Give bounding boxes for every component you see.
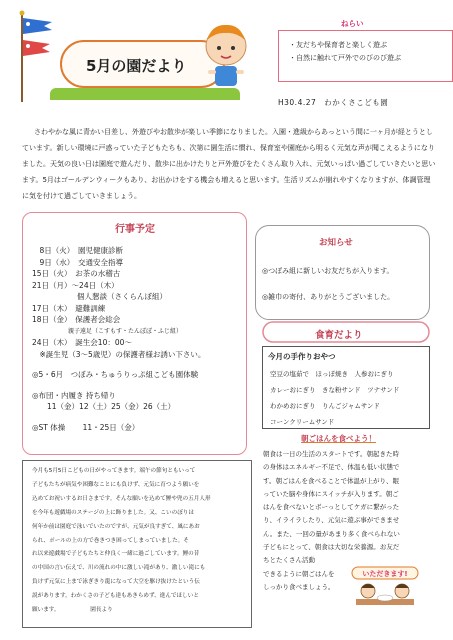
principal-line: 何年か前は園庭で泳いでいたのですが、元気が良すぎて、風にあお — [32, 523, 200, 530]
header — [0, 0, 453, 130]
principal-line: れ以来遊戯場で子どもたちと仲良く一緒に過ごしています。鯉の昔 — [32, 551, 200, 558]
itadakimasu-illustration-icon — [350, 565, 420, 610]
breakfast-line: しっかり食べましょう。 — [263, 582, 335, 591]
breakfast-line: ん。また、一回の量があまり多く食べられない — [263, 529, 400, 538]
schedule-event: ◎ST 体操 11・25日（金） — [32, 422, 140, 432]
principal-line: 願います。 園長より — [32, 607, 113, 614]
itadakimasu-label: いただきます! — [362, 570, 408, 578]
notice-item: ◎雑巾の寄付、ありがとうございました。 — [262, 293, 395, 301]
principal-line: 今月も5月5日こどもの日がやってきます。端午の節句ともいって — [32, 468, 196, 474]
aims-list — [279, 31, 452, 65]
snack-menu-title: 今月の手作りおやつ — [268, 352, 336, 361]
schedule-row: 18日（金） 保護者会総会 — [32, 315, 121, 324]
schedule-event: ◎5・6月 つぼみ・ちゅうりっぷ組こども園体験 — [32, 370, 199, 379]
schedule-row: 24日（木） 誕生会10：00～ — [32, 338, 132, 347]
schedule-event: 11（金）12（土）25（金）26（土） — [32, 402, 176, 411]
principal-line: 負けず元気に上まで泳ぎきり龍になって大空を駆け抜けたという伝 — [32, 579, 200, 586]
breakfast-line: り、イライラしたり、元気に遊ぶ事ができませ — [263, 516, 400, 525]
breakfast-line: ちとたくさん活動 — [263, 556, 315, 565]
principal-line: 子どもたちが病気や困難なことにも負けず、元気に育つよう願いを — [32, 481, 200, 488]
schedule-row: 個人懇談（さくらんぼ組） — [32, 292, 167, 301]
breakfast-line: の身体はエネルギー不足で、体温も低い状態で — [263, 463, 400, 472]
aims-item: ・自然に触れて戸外でのびのび遊ぶ — [289, 54, 401, 62]
dateline: H30.4.27 わかくさこども園 — [278, 98, 389, 107]
principal-message-box — [22, 460, 252, 628]
schedule-box — [22, 212, 247, 455]
schedule-row: 8日（火） 園児健康診断 — [32, 246, 124, 255]
notice-item: ◎つぼみ組に新しいお友だちが入ります。 — [262, 267, 394, 275]
snack-menu-row: コーンクリームサンド — [270, 418, 335, 426]
schedule-row: 15日（火） お茶の水稽古 — [32, 269, 121, 278]
schedule-title: 行事予定 — [115, 224, 155, 235]
breakfast-title: 朝ごはんを食べよう！ — [301, 434, 376, 443]
principal-line: を今年も遊戯場のステージの上に飾りました。又、こいのぼりは — [32, 509, 194, 516]
breakfast-line: できるように朝ごはんを — [263, 569, 335, 578]
principal-line: られ、ポールの上の方で巻きつき困ってしまっていました。そ — [32, 537, 189, 544]
schedule-row: 21日（月）～24日（木） — [32, 280, 119, 290]
schedule-row: ※誕生児（3～5歳児）の保護者様お誘い下さい。 — [32, 349, 206, 359]
principal-line: 込めてお祝いするお日さまです。そんな願いを込めて鯉や兜の五月人形 — [32, 495, 211, 502]
page-title: 5月の園だより — [86, 57, 187, 75]
schedule-event: ◎布団・内履き 持ち帰り — [32, 390, 116, 400]
principal-message — [32, 465, 246, 618]
breakfast-line: 朝食は一日の生活のスタートです。朝起きた時 — [263, 450, 399, 458]
notice-title: お知らせ — [319, 238, 353, 248]
schedule-row: 17日（木） 避難訓練 — [32, 303, 106, 313]
principal-line: の中国の言い伝えで、川の流れの中に激しい滝があり、激しい滝にも — [32, 565, 206, 572]
breakfast-line: っていた脳や身体にスイッチが入ります。朝ご — [263, 489, 399, 498]
snack-menu-row: 空豆の塩茹で ほっぽ焼き 人参おにぎり — [270, 370, 394, 378]
snack-menu-box — [262, 346, 430, 429]
breakfast-line: はんを食べないとボーっとしてケガに繋がった — [263, 503, 400, 512]
notice-box — [255, 225, 430, 320]
schedule-row: 9日（水） 交通安全指導 — [32, 257, 124, 267]
breakfast-line: す。朝ごはんを食べることで体温が上がり、眠 — [263, 476, 399, 485]
principal-line: 説があります。わかくさの子ども達もあきらめず、進んでほしいと — [32, 593, 199, 600]
snack-menu-row: わかめおにぎり りんごジャムサンド — [270, 402, 380, 410]
food-title: 食育だより — [315, 330, 363, 341]
schedule-row: 親子遠足（こすもす・たんぽぽ・ふじ組） — [32, 327, 183, 335]
intro-paragraph: さわやかな風に青かい目差し、外遊びやお散歩が楽しい季節になりました。入園・進級からあっという間に一ヶ月が経とうとしています。新しい環境に戸惑っていた子どもたちも、次第に園生活に慣れ、保育室や園庭から明るく元気な声が聞こえるようになりました。天気の良い日は園庭で遊んだり、散歩に出かけたりと戸外遊びをたくさん取り入れ、元気いっぱい過ごしていきたいと思います。5月はゴールデンウィークもあり、お出かけをする機会も増えると思います。生活リズムが崩れやすくなりますが、体調管理に気を付けて過ごしていきましょう。 — [22, 128, 436, 200]
snack-menu-row: カレーおにぎり きな粉サンド ツナサンド — [270, 386, 400, 394]
schedule-body — [32, 245, 242, 433]
aims-title: ねらい — [335, 18, 370, 29]
aims-item: ・友だちや保育者と楽しく遊ぶ — [289, 41, 387, 49]
aims-box — [278, 30, 453, 82]
boy-illustration-icon — [196, 18, 256, 93]
breakfast-line: 子どもにとって、朝食は大切な栄養源。お友だ — [263, 543, 400, 552]
